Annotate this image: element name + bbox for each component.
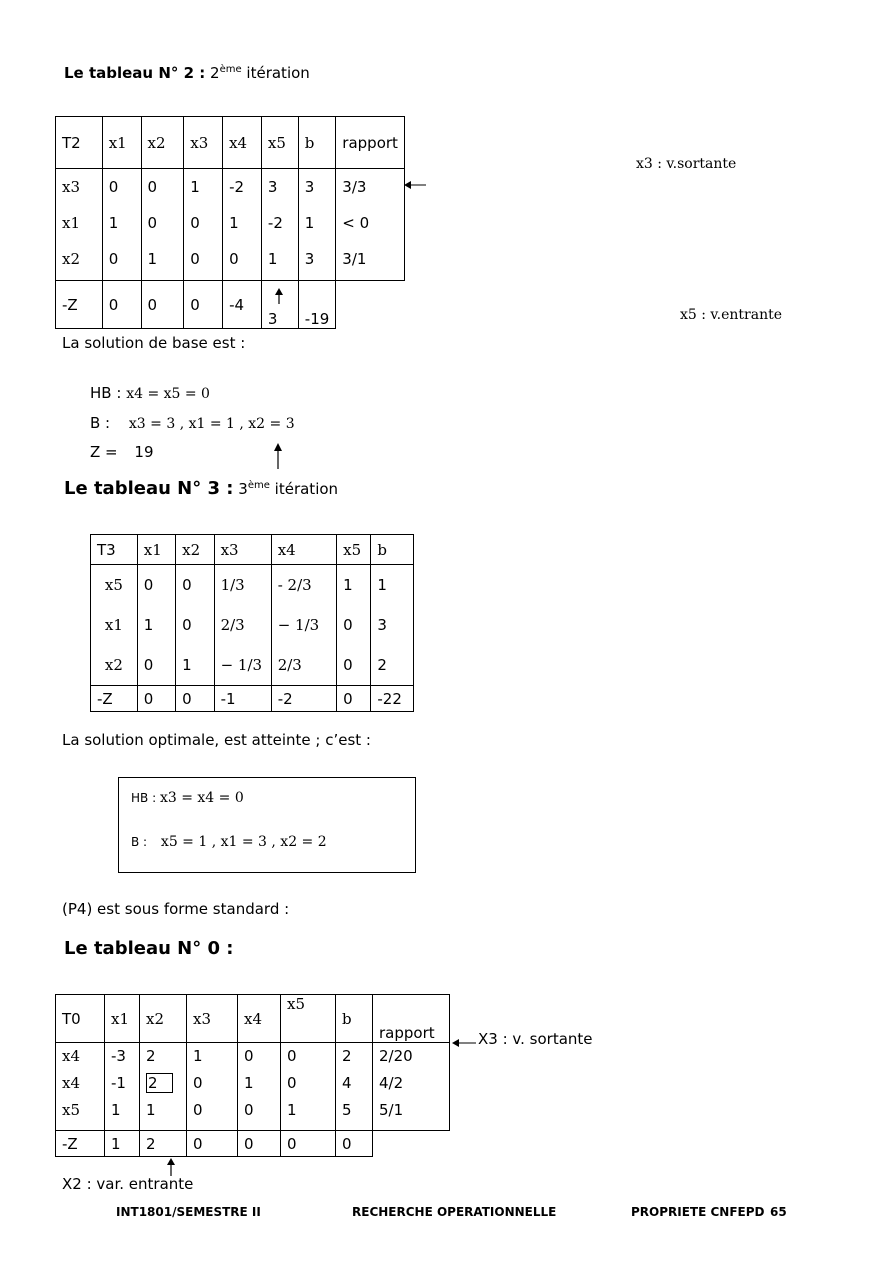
- tableau0-note-sortante: X3 : v. sortante: [478, 1030, 593, 1048]
- tableau2-z-cell: -19: [298, 281, 336, 329]
- tableau0-z-label: -Z: [56, 1131, 105, 1157]
- optimal-hb: HB : x3 = x4 = 0: [131, 790, 244, 806]
- tableau0-header-cell: x2: [140, 995, 187, 1043]
- tableau3-header-cell: x2: [176, 535, 214, 565]
- tableau2-z-cell: 3: [261, 281, 298, 329]
- solution-base-hb: HB : x4 = x5 = 0: [90, 384, 210, 402]
- solution-base-intro: La solution de base est :: [62, 334, 246, 352]
- tableau0-z-cell: 2: [140, 1131, 187, 1157]
- tableau2-z-cell: 0: [184, 281, 223, 329]
- tableau0-col: 0 0 1: [281, 1043, 336, 1131]
- tableau3-frac-col: 1/3 2/3 − 1/3: [214, 565, 271, 686]
- tableau3-z-label: -Z: [91, 686, 138, 712]
- tableau2-body: [56, 169, 405, 281]
- tableau0-header-cell: rapport: [373, 995, 450, 1043]
- tableau2-ratio-col: 3/3 < 0 3/1: [336, 169, 405, 281]
- up-arrow-icon: [273, 443, 283, 469]
- left-arrow-icon: [452, 1036, 476, 1050]
- optimal-intro: La solution optimale, est atteinte ; c’est :: [62, 731, 371, 749]
- tableau2-var-col: x3 x1 x2: [56, 169, 103, 281]
- up-arrow-icon: [166, 1158, 176, 1176]
- tableau0-header-cell: T0: [56, 995, 105, 1043]
- tableau3-z-cell: -22: [371, 686, 414, 712]
- tableau0-note-entrante: X2 : var. entrante: [62, 1175, 194, 1193]
- tableau3-title-num: 3: [238, 480, 248, 498]
- tableau2-title-sup: ème: [219, 64, 242, 75]
- tableau3-col: 1 3 2: [371, 565, 414, 686]
- tableau2-header-cell: x4: [223, 117, 262, 169]
- solution-base-z: Z = 19: [90, 443, 154, 461]
- tableau0-z-cell: 0: [281, 1131, 336, 1157]
- tableau2-z-label: -Z: [56, 281, 103, 329]
- tableau2-col: -2 1 0: [223, 169, 262, 281]
- tableau0-var-col: x4 x4 x5: [56, 1043, 105, 1131]
- tableau3-z-cell: 0: [337, 686, 371, 712]
- tableau0-z-row: [56, 1131, 450, 1157]
- up-arrow-icon: [274, 288, 284, 304]
- tableau2-header-cell: T2: [56, 117, 103, 169]
- tableau3-title-bold: Le tableau N° 3 :: [64, 478, 234, 499]
- tableau3-var-col: x5 x1 x2: [91, 565, 138, 686]
- tableau2-z-row: [56, 281, 405, 329]
- tableau2-note-sortante: x3 : v.sortante: [636, 156, 737, 172]
- tableau2-header-cell: x2: [141, 117, 184, 169]
- tableau2-header-cell: x3: [184, 117, 223, 169]
- pivot-box: 2: [146, 1073, 173, 1093]
- tableau2-z-cell: 0: [102, 281, 141, 329]
- tableau3-title: [64, 478, 338, 499]
- solution-base-b: B : x3 = 3 , x1 = 1 , x2 = 3: [90, 414, 295, 432]
- tableau2-title-rest: itération: [246, 64, 310, 82]
- tableau2-title: [64, 64, 310, 82]
- footer-left: INT1801/SEMESTRE II: [116, 1205, 261, 1219]
- tableau2-table: [55, 116, 405, 329]
- tableau0-ratio-col: 2/20 4/2 5/1: [373, 1043, 450, 1131]
- tableau2-title-bold: Le tableau N° 2 :: [64, 64, 206, 82]
- tableau3-col: 0 1 0: [137, 565, 175, 686]
- tableau0-z-cell: 0: [187, 1131, 238, 1157]
- tableau0-col: -3 -1 1: [105, 1043, 140, 1131]
- tableau0-col: 2 4 5: [336, 1043, 373, 1131]
- tableau3-z-row: [91, 686, 414, 712]
- tableau3-frac-col: - 2/3 − 1/3 2/3: [271, 565, 336, 686]
- tableau2-col: 3 -2 1: [261, 169, 298, 281]
- tableau2-z-cell: 0: [141, 281, 184, 329]
- tableau0-header-cell: b: [336, 995, 373, 1043]
- tableau2-header-cell: x1: [102, 117, 141, 169]
- footer-center: RECHERCHE OPERATIONNELLE: [352, 1205, 557, 1219]
- tableau3-header-cell: x3: [214, 535, 271, 565]
- tableau2-header-cell: rapport: [336, 117, 405, 169]
- tableau3-z-cell: 0: [176, 686, 214, 712]
- tableau0-col: 1 0 0: [187, 1043, 238, 1131]
- tableau2-z-empty: [336, 281, 405, 329]
- tableau3-col: 0 0 1: [176, 565, 214, 686]
- tableau2-header-row: [56, 117, 405, 169]
- tableau3-body: [91, 565, 414, 686]
- tableau3-z-cell: -2: [271, 686, 336, 712]
- optimal-b: B : x5 = 1 , x1 = 3 , x2 = 2: [131, 834, 327, 850]
- tableau2-header-cell: b: [298, 117, 336, 169]
- tableau3-header-cell: x5: [337, 535, 371, 565]
- tableau2-col: 0 1 0: [102, 169, 141, 281]
- tableau0-header-cell: x3: [187, 995, 238, 1043]
- tableau2-note-entrante: x5 : v.entrante: [680, 307, 783, 323]
- tableau2-title-num: 2: [210, 64, 220, 82]
- tableau0-header-cell: x4: [238, 995, 281, 1043]
- tableau3-title-rest: itération: [274, 480, 339, 498]
- tableau2-col: 1 0 0: [184, 169, 223, 281]
- tableau3-table: [90, 534, 414, 712]
- tableau0-header-cell: x5: [281, 995, 336, 1043]
- tableau0-z-cell: 0: [336, 1131, 373, 1157]
- tableau3-header-row: [91, 535, 414, 565]
- tableau3-header-cell: T3: [91, 535, 138, 565]
- tableau0-header-row: [56, 995, 450, 1043]
- tableau0-z-cell: 1: [105, 1131, 140, 1157]
- tableau3-header-cell: x1: [137, 535, 175, 565]
- tableau3-header-cell: b: [371, 535, 414, 565]
- tableau0-table: [55, 994, 450, 1157]
- tableau0-z-cell: 0: [238, 1131, 281, 1157]
- tableau0-col: 2 2 1: [140, 1043, 187, 1131]
- tableau0-col: 0 1 0: [238, 1043, 281, 1131]
- tableau3-header-cell: x4: [271, 535, 336, 565]
- footer-right: PROPRIETE CNFEPD: [631, 1205, 765, 1219]
- tableau2-col: 3 1 3: [298, 169, 336, 281]
- tableau3-title-sup: ème: [247, 480, 270, 491]
- tableau0-body: [56, 1043, 450, 1131]
- optimal-box: [118, 777, 416, 873]
- tableau3-z-cell: -1: [214, 686, 271, 712]
- tableau2-z-cell: -4: [223, 281, 262, 329]
- tableau2-header-cell: x5: [261, 117, 298, 169]
- tableau0-z-empty: [373, 1131, 450, 1157]
- page-number: 65: [770, 1205, 787, 1219]
- tableau0-header-cell: x1: [105, 995, 140, 1043]
- tableau3-col: 1 0 0: [337, 565, 371, 686]
- tableau0-title: Le tableau N° 0 :: [64, 938, 234, 959]
- left-arrow-icon: [404, 178, 426, 192]
- p4-text: (P4) est sous forme standard :: [62, 900, 290, 918]
- tableau2-col: 0 0 1: [141, 169, 184, 281]
- tableau3-z-cell: 0: [137, 686, 175, 712]
